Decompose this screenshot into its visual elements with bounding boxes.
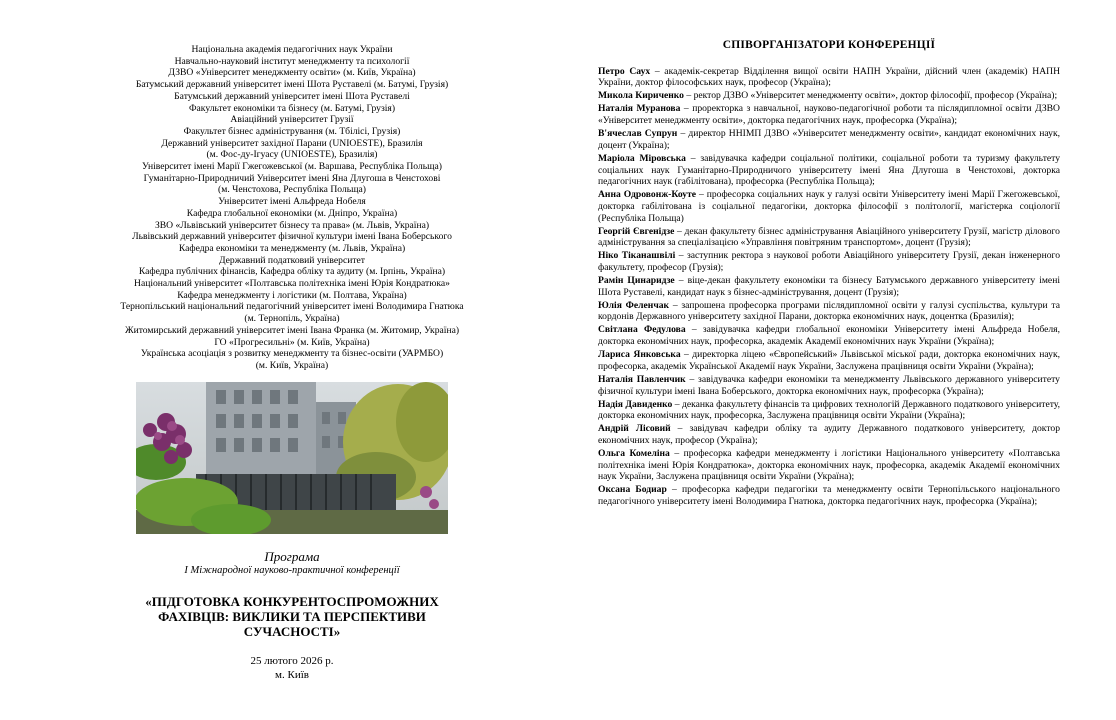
coorganizer-description: – професорка кафедри педагогіки та менеджменту освіти Тернопільського національного педагогічного університету імені Володимира Гнатюка, докторка педагогічних наук, професорка (Україна);	[598, 484, 1060, 508]
organizer-line: Українська асоціація з розвитку менеджменту та бізнес-освіти (УАРМБО)	[140, 348, 444, 360]
organizer-line: (м. Фос-ду-Ігуасу (UNIOESTE), Бразилія)	[206, 149, 378, 161]
organizer-line: Житомирський державний університет імені Івана Франка (м. Житомир, Україна)	[124, 324, 460, 336]
coorganizer-description: – завідувачка кафедри соціальної політики, соціальної роботи та туризму факультету соціальних наук Гуманітарно-Природничого університету імені Яна Длугоша в Ченстохові, докторка педагогічних наук (габілітована), професорка (Республіка Польща);	[598, 152, 1061, 188]
coorganizer-name: Ольга Комеліна	[598, 447, 670, 459]
coorganizer-description: – завідувач кафедри обліку та аудиту Державного податкового університету, доктор економічних наук, професор (Україна);	[598, 423, 1060, 446]
organizer-line: Університет імені Альфреда Нобеля	[218, 196, 366, 208]
coorganizer-entry	[598, 189, 1060, 224]
coorganizer-description: – професорка кафедри менеджменту і логістики Національного університету «Полтавська політехніка імені Юрія Кондратюка», докторка економічних наук, професорка, академік Академії економічних наук України, Заслужена працівниця освіти України (Україна);	[598, 447, 1060, 483]
organizer-line: Навчально-науковий інститут менеджменту та психології	[174, 55, 410, 67]
organizer-line: Батумський державний університет імені Шота Руставелі	[174, 90, 410, 102]
coorganizer-entry	[598, 349, 1060, 372]
organizer-line: Авіаційний університет Грузії	[230, 114, 354, 126]
right-page	[598, 40, 1060, 509]
coorganizer-description: – ректор ДЗВО «Університет менеджменту освіти», доктор філософії, професор (Україна);	[683, 90, 1058, 102]
coorganizer-name: Микола Кириченко	[598, 90, 684, 102]
coorganizer-description: – завідувачка кафедри глобальної економіки Університету імені Альфреда Нобеля, докторка економічних наук, професорка, академік Академії економічних наук України (Україна);	[598, 324, 1060, 348]
program-title: Програма	[264, 548, 320, 564]
conference-date: 25 лютого 2026 р.	[250, 655, 334, 668]
organizer-line: Львівський державний університет фізичної культури імені Івана Боберського	[132, 231, 452, 243]
coorganizer-entry	[598, 153, 1060, 188]
organizer-line: Університет імені Марії Гжегожевської (м. Варшава, Республіка Польща)	[142, 161, 442, 173]
coorganizer-description: – директорка ліцею «Європейський» Львівської міської ради, докторка економічних наук, професорка, академік Української Академії наук України, Заслужена працівниця освіти України (Україна);	[598, 349, 1061, 372]
organizer-line: Факультет бізнес адміністрування (м. Тбілісі, Грузія)	[183, 125, 401, 137]
organizer-line: (м. Ченстохова, Республіка Польща)	[218, 184, 366, 196]
coorganizer-entry	[598, 90, 1060, 102]
coorganizer-entry	[598, 128, 1060, 151]
coorganizer-name: Лариса Янковська	[598, 349, 681, 361]
organizer-line: Факультет економіки та бізнесу (м. Батумі, Грузія)	[188, 102, 396, 114]
coorganizer-entry	[598, 374, 1060, 397]
coorganizer-name: Юлія Феленчак	[598, 299, 670, 311]
organizers-list	[100, 44, 484, 372]
coorganizer-name: Наталія Павленчик	[598, 373, 686, 385]
coorganizer-name: В'ячеслав Супрун	[598, 128, 678, 140]
organizer-line: (м. Київ, Україна)	[255, 359, 329, 371]
coorganizer-name: Ніко Тіканашвілі	[598, 250, 676, 262]
coorganizer-entry	[598, 484, 1060, 507]
organizer-line: Кафедра економіки та менеджменту (м. Львів, Україна)	[178, 242, 406, 254]
coorganizer-name: Андрій Лісовий	[598, 423, 671, 435]
coorganizer-description: – професорка соціальних наук у галузі освіти Університету імені Марії Гжегожевської, докторка габілітована із соціальної педагогіки, докторка філософії з політології, магістерка соціології (Республіка Польща)	[598, 189, 1060, 224]
organizer-line: Кафедра менеджменту і логістики (м. Полтава, Україна)	[177, 289, 407, 301]
coorganizer-entry	[598, 226, 1060, 249]
coorganizers-heading: СПІВОРГАНІЗАТОРИ КОНФЕРЕНЦІЇ	[722, 39, 936, 51]
organizer-line: Тернопільський національний педагогічний університет імені Володимира Гнатюка	[120, 301, 464, 313]
coorganizer-description: – декан факультету бізнес адміністрування Авіаційного університету Грузії, магістр ділового адміністрування за спеціалізацією «Управління повітряним транспортом», доцент (Грузія);	[598, 225, 1060, 249]
coorganizer-entry	[598, 423, 1060, 446]
coorganizer-description: – проректорка з навчальної, науково-педагогічної роботи та післядипломної освіти ДЗВО «Університет менеджменту освіти», докторка педагогічних наук, професорка (Україна);	[598, 103, 1060, 127]
coorganizer-description: – заступник ректора з наукової роботи Авіаційного університету Грузії, декан інженерного факультету, професор (Грузія);	[598, 250, 1060, 274]
conference-city: м. Київ	[275, 669, 309, 682]
organizer-line: ЗВО «Львівський університет бізнесу та права» (м. Львів, Україна)	[154, 219, 430, 231]
coorganizer-description: – директор ННІМП ДЗВО «Університет менеджменту освіти», кандидат економічних наук, доцент (Україна);	[598, 128, 1060, 151]
coorganizer-name: Наталія Муранова	[598, 103, 681, 115]
coorganizer-entry	[598, 275, 1060, 298]
conference-title: «ПІДГОТОВКА КОНКУРЕНТОСПРОМОЖНИХ ФАХІВЦІВ: ВИКЛИКИ ТА ПЕРСПЕКТИВИ СУЧАСНОСТІ»	[145, 593, 439, 640]
coorganizer-entry	[598, 250, 1060, 273]
coorganizer-name: Надія Давиденко	[598, 398, 673, 410]
organizer-line: (м. Тернопіль, Україна)	[244, 313, 340, 325]
campus-photo	[136, 382, 448, 534]
coorganizer-description: – запрошена професорка програми післядипломної освіти у галузі суспільства, культури та кордонів Державного університету західної Парани, докторка економічних наук, доцентка (Бразилія);	[598, 299, 1060, 323]
coorganizer-name: Анна Одровонж-Коуте	[598, 189, 697, 201]
coorganizer-description: – академік-секретар Відділення вищої освіти НАПН України, дійсний член (академік) НАПН України, доктор філософських наук, професор (Україна);	[598, 65, 1061, 89]
organizer-line: Гуманітарно-Природничий Університет імені Яна Длугоша в Ченстохові	[143, 172, 441, 184]
organizer-line: Національна академія педагогічних наук України	[191, 44, 393, 55]
coorganizer-description: – деканка факультету фінансів та цифрових технологій Державного податкового університету, докторка економічних наук, професорка, Заслужена працівниця освіти України (Україна);	[598, 398, 1061, 422]
organizer-line: Кафедра глобальної економіки (м. Дніпро, Україна)	[186, 207, 398, 219]
coorganizer-name: Рамін Цинаридзе	[598, 275, 675, 287]
coorganizer-name: Петро Саух	[598, 65, 651, 77]
organizer-line: Державний податковий університет	[219, 254, 365, 266]
coorganizer-name: Георгій Євгенідзе	[598, 225, 675, 237]
coorganizer-name: Маріола Міровська	[598, 152, 686, 164]
program-subtitle: І Міжнародної науково-практичної конференції	[184, 564, 400, 576]
organizer-line: ДЗВО «Університет менеджменту освіти» (м. Київ, Україна)	[168, 67, 416, 79]
coorganizer-entry	[598, 103, 1060, 126]
coorganizer-name: Оксана Бодиар	[598, 484, 667, 496]
left-page	[100, 44, 484, 682]
coorganizer-entry	[598, 66, 1060, 89]
coorganizer-entry	[598, 448, 1060, 483]
organizer-line: ГО «Прогресильні» (м. Київ, Україна)	[214, 336, 370, 348]
coorganizers-list	[598, 66, 1060, 508]
coorganizer-entry	[598, 300, 1060, 323]
organizer-line: Батумський державний університет імені Шота Руставелі (м. Батумі, Грузія)	[135, 79, 449, 91]
coorganizer-name: Світлана Федулова	[598, 324, 686, 336]
coorganizer-entry	[598, 324, 1060, 347]
coorganizer-entry	[598, 399, 1060, 422]
coorganizer-description: – віце-декан факультету економіки та бізнесу Батумського державного університету імені Шота Руставелі, кандидат наук з бізнес-адміністрування, доцент (Грузія);	[598, 275, 1060, 298]
coorganizer-description: – завідувачка кафедри економіки та менеджменту Львівського державного університету фізичної культури імені Івана Боберського, докторка економічних наук, професорка (Україна);	[598, 373, 1060, 397]
organizer-line: Державний університет західної Парани (UNIOESTE), Бразилія	[161, 137, 423, 149]
organizer-line: Кафедра публічних фінансів, Кафедра обліку та аудиту (м. Ірпінь, Україна)	[138, 266, 446, 278]
organizer-line: Національний університет «Полтавська політехніка імені Юрія Кондратюка»	[134, 278, 450, 290]
